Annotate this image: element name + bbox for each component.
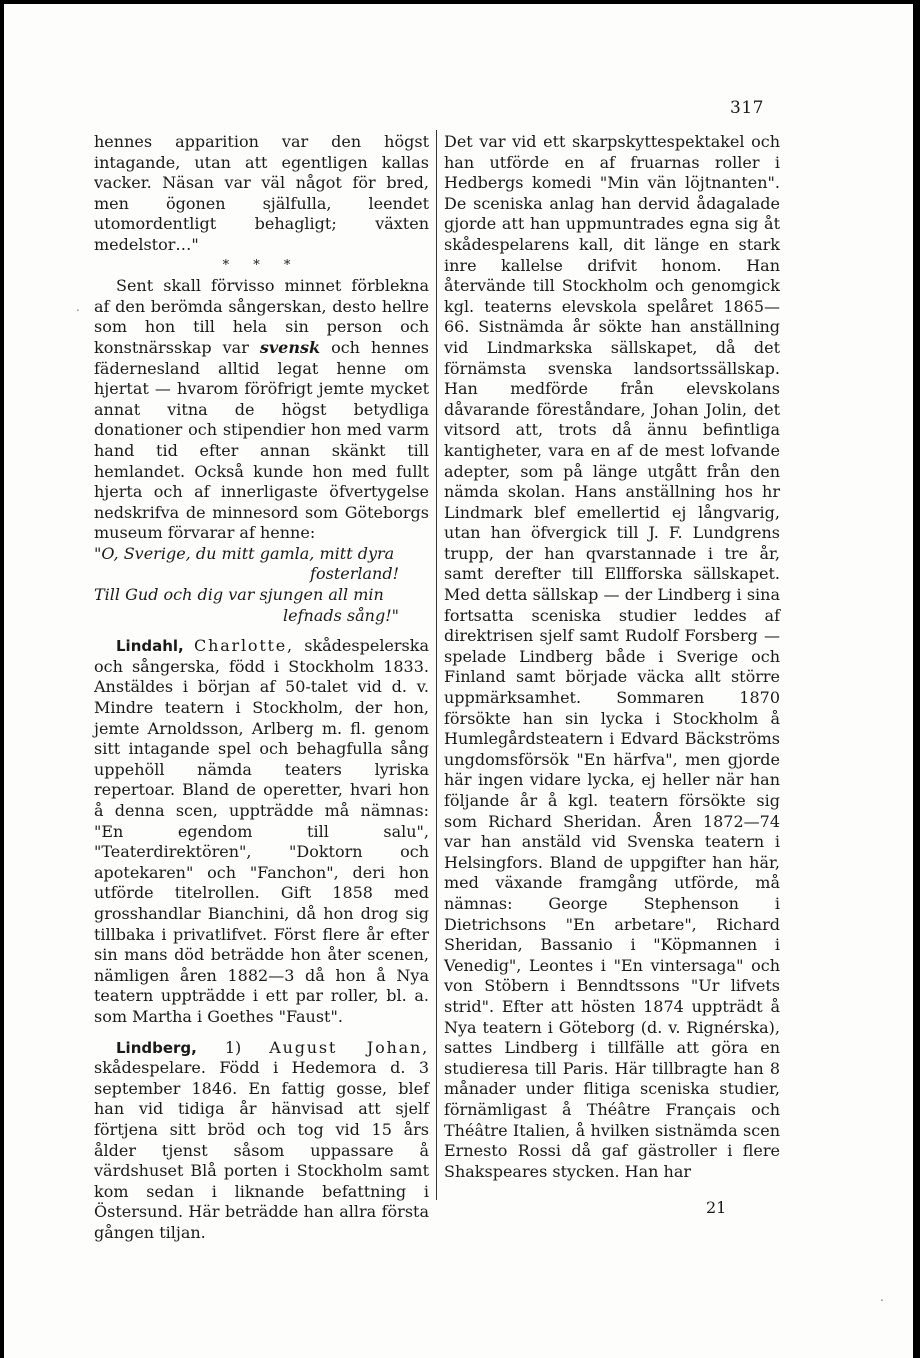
- entry-lindberg: [94, 1038, 429, 1244]
- verse-line: fosterland!: [310, 564, 399, 584]
- signature-mark: 21: [706, 1198, 727, 1217]
- paragraph-lindberg-career: Det var vid ett skarpskyttespektakel och han utförde en af fruarnas roller i Hedbergs komedi "Min vän löjtnanten". De sceniska anlag han dervid ådagalade gjorde att han uppmuntrades egna sig åt skådespelarens kall, dit länge en stark inre kallelse drifvit honom. Han återvände till Stockholm och genomgick kgl. teaterns elevskola spelåret 1865—66. Sistnämda år sökte han anställning vid Lindmarkska sällskapet, då det förnämsta svenska landsortssällskap. Han medförde från elevskolans dåvarande föreståndare, Johan Jolin, det vitsord att, trots då ännu befintliga kantigheter, vara en af de mest lofvande adepter, som på länge utgått från den nämda skolan. Hans anställning hos hr Lindmark blef emellertid ej långvarig, utan han öfvergick till J. F. Lundgrens trupp, der han qvarstannade i tre år, samt derefter till Ellfforska sällskapet. Med detta sällskap — der Lindberg i sina fortsatta sceniska studier leddes af direktrisen sjelf samt Rudolf Forsberg — spelade Lindberg både i Sverige och Finland samt började väcka allt större uppmärksamhet. Sommaren 1870 försökte han sin lycka i Stockholm å Humlegårdsteatern i Edvard Bäckströms ungdomsförsök "En härfva", men gjorde här ingen vidare lycka, ej heller när han följande år å kgl. teatern försökte sig som Richard Sheridan. Åren 1872—74 var han anstäld vid Svenska teatern i Helsingfors. Bland de uppgifter han här, med växande framgång utförde, må nämnas: George Stephenson i Dietrichsons "En arbetare", Richard Sheridan, Bassanio i "Köpmannen i Venedig", Leontes i "En vintersaga" och von Stöbern i Benndtssons "Ur lifvets strid". Efter att hösten 1874 uppträdt å Nya teatern i Göteborg (d. v. Rignérska), sattes Lindberg i tillfälle att göra en studieresa till Paris. Här tillbragte han 8 månader under flitiga sceniska studier, förnämligast å Théâtre Français och Théâtre Italien, å hvilken sistnämda scen Ernesto Rossi då gaf gästroller i flere Shakspeares stycken. Han har: [444, 132, 780, 1181]
- scan-border-left: [0, 0, 4, 1358]
- verse-line: Till Gud och dig var sjungen all min: [94, 585, 384, 605]
- emphasis-svensk: svensk: [259, 337, 321, 357]
- verse-line: lefnads sång!": [283, 605, 399, 625]
- paragraph-tribute-end: och hennes fädernesland alltid legat henne om hjertat — hvarom föröfrigt jemte mycket annat vitna de högst betydliga donationer och stipendier hon med varm hand tid efter annan skänkt till hemlandet. Också kunde hon med fullt hjerta och af innerligaste öfvertygelse nedskrifva de minnesord som Göteborgs museum förvarar af henne:: [94, 337, 429, 543]
- scan-speck: .: [880, 1290, 884, 1304]
- entry-lindahl: [94, 636, 429, 1027]
- entry-headword: Lindberg,: [116, 1038, 197, 1057]
- section-divider: * * *: [222, 257, 301, 273]
- column-divider: [436, 130, 437, 1200]
- scan-speck: .: [76, 300, 80, 314]
- right-column: [444, 132, 780, 1182]
- scan-border-top: [0, 0, 920, 4]
- paragraph-tribute: [94, 276, 429, 544]
- entry-headword: Lindahl,: [116, 637, 184, 656]
- paragraph-tribute-start: Sent skall förvisso minnet förblekna af den berömda sångerskan, desto hellre som hon till hela sin person och konstnärsskap var: [94, 276, 429, 357]
- verse-line: "O, Sverige, du mitt gamla, mitt dyra: [94, 543, 395, 563]
- verse-stanza-2: [94, 585, 429, 626]
- entry-text: skådespelerska och sångerska, född i Stockholm 1833. Anstäldes i början af 50-talet vid d. v. Mindre teatern i Stockholm, der hon, jemte Arnoldsson, Arlberg m. fl. genom sitt intagande spel och behagfulla sång uppehöll nämda teaters lyriska repertoar. Bland de operetter, hvari hon å denna scen, uppträdde må nämnas: "En egendom till salu", "Teaterdirektören", "Doktorn och apotekaren" och "Fanchon", deri hon utförde titelrollen. Gift 1858 med grosshandlar Bianchini, då hon drog sig tillbaka i privatlifvet. Först flere år efter sin mans död beträdde hon åter scenen, nämligen åren 1882—3 då hon å Nya teatern uppträdde i ett par roller, bl. a. som Martha i Goethes "Faust".: [94, 636, 429, 1026]
- left-column: [94, 132, 429, 1243]
- entry-text: skådespelare. Född i Hedemora d. 3 september 1846. En fattig gosse, blef han vid tidiga år hänvisad att sjelf förtjena sitt bröd och tog vid 15 års ålder tjenst såsom uppassare å värdshuset Blå porten i Stockholm samt kom sedan i liknande befattning i Östersund. Här beträdde han allra första gången tiljan.: [94, 1058, 429, 1242]
- scan-border-right: [913, 0, 920, 1358]
- paragraph-quote-end: hennes apparition var den högst intagande, utan att egentligen kallas vacker. Näsan var väl något för bred, men ögonen själfulla, leendet utomordentligt behagligt; växten medelstor…": [94, 132, 429, 254]
- entry-name: August Johan,: [269, 1037, 429, 1057]
- page-number: 317: [730, 98, 764, 118]
- entry-name: Charlotte,: [194, 636, 294, 656]
- verse-stanza-1: [94, 544, 429, 585]
- entry-number: 1): [224, 1037, 242, 1057]
